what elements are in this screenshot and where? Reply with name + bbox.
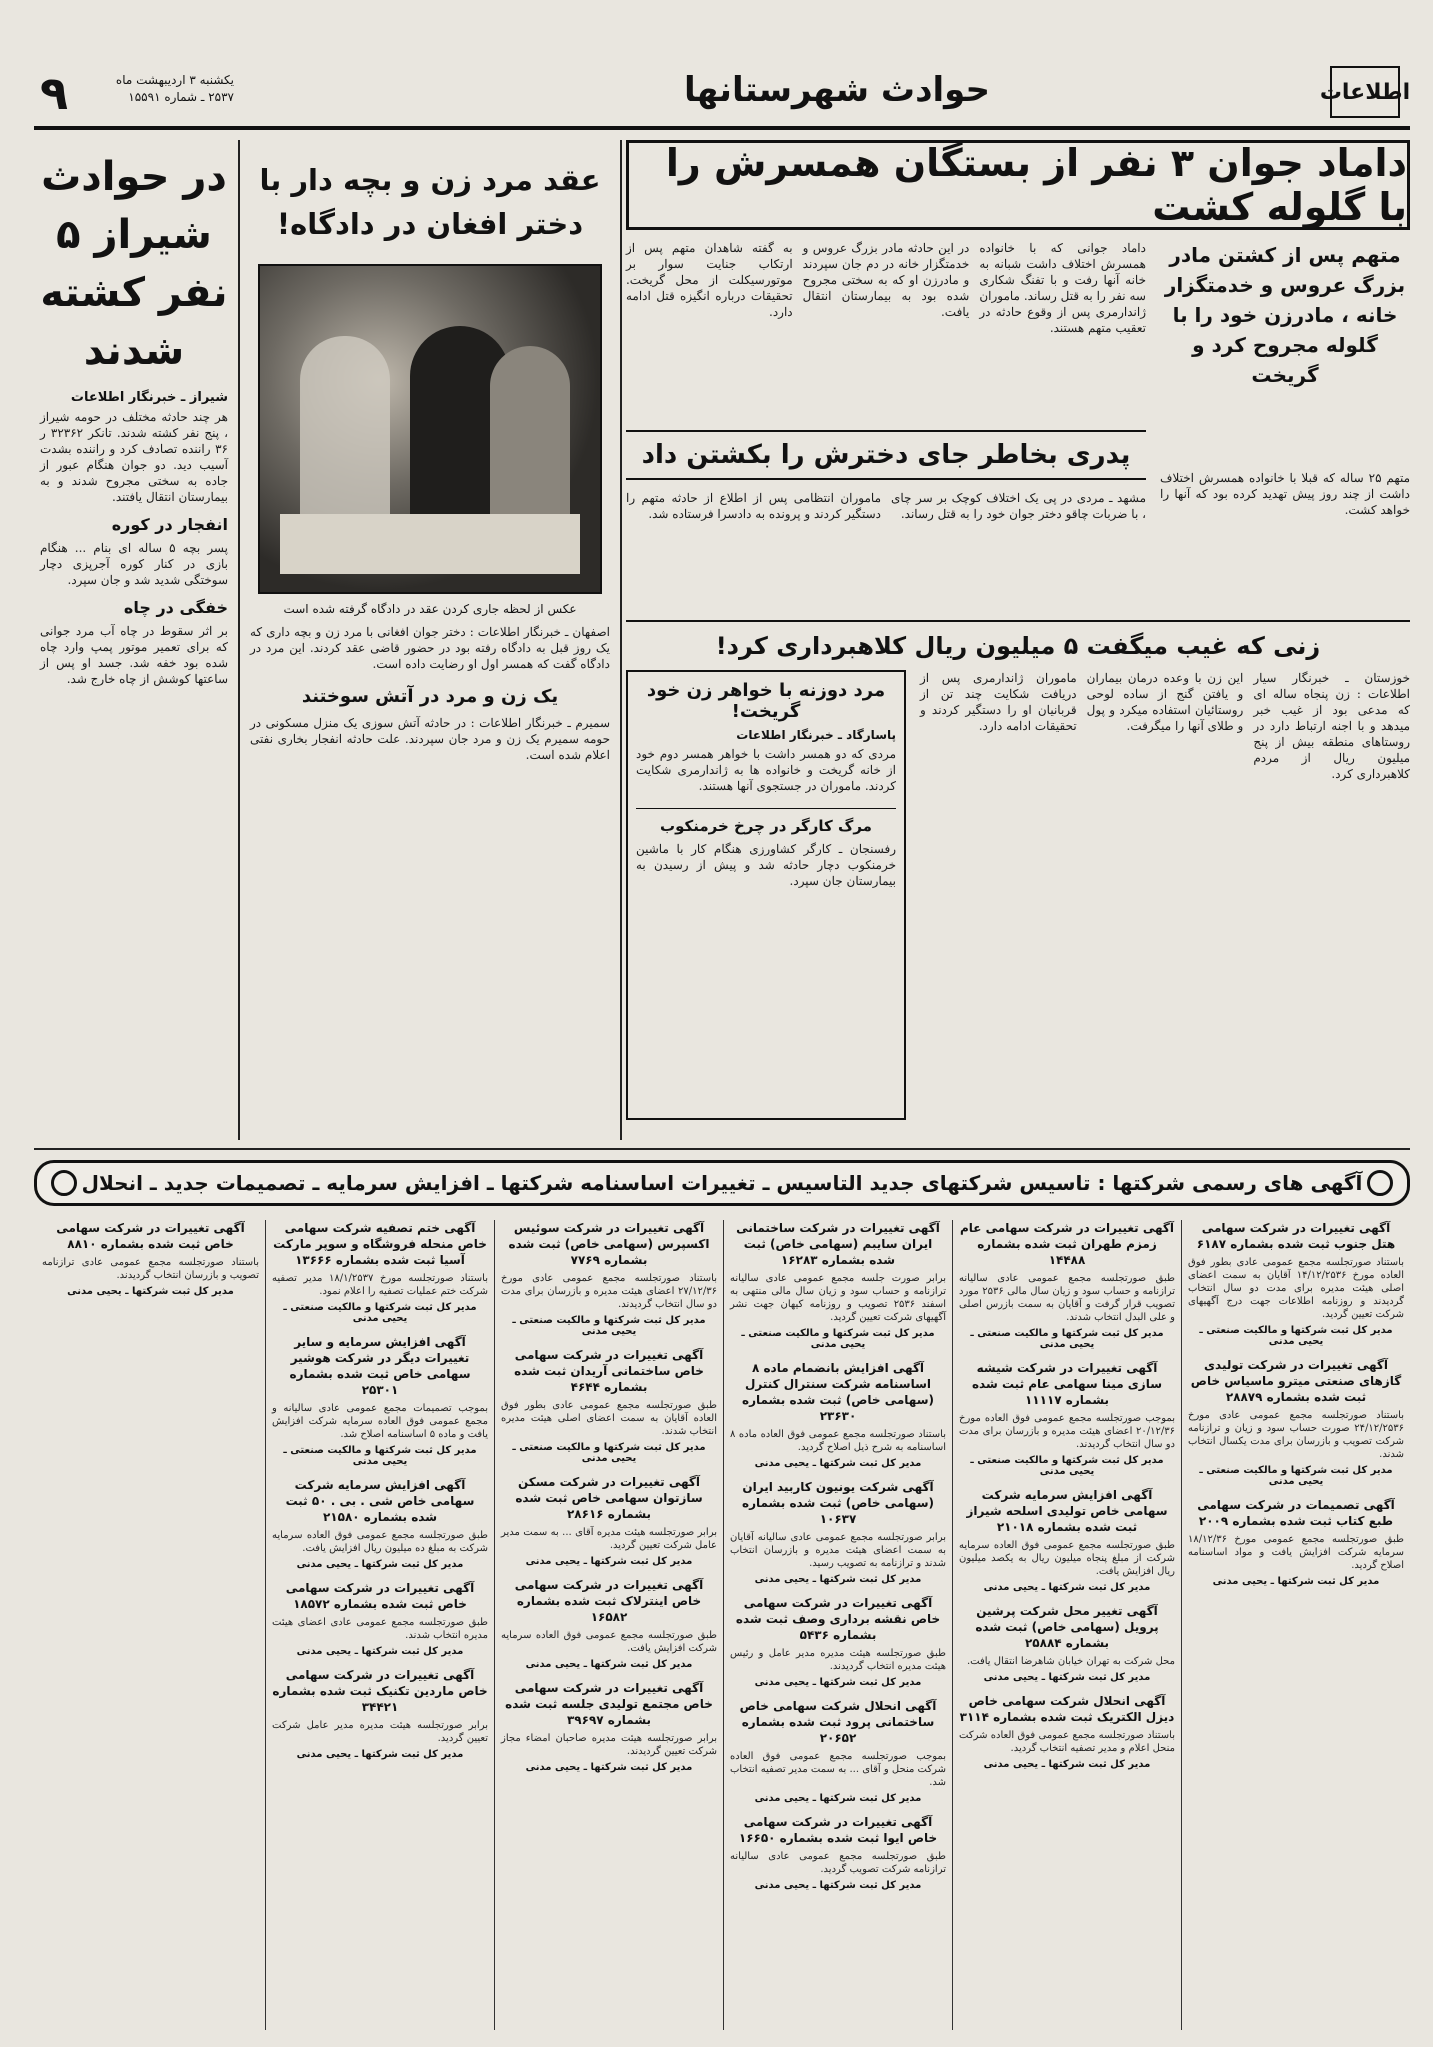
section-divider [34, 1148, 1410, 1150]
notices-column [1181, 1220, 1410, 2030]
notice-signature: مدیر کل ثبت شرکتها ـ یحیی مدنی [1212, 1576, 1380, 1587]
court-photo [258, 264, 602, 594]
notice-body: برابر صورتجلسه هیئت مدیره صاحبان امضاء مجاز شرکت تعیین گردیدند. [501, 1733, 717, 1757]
fortune-teller-column: ماموران ژاندارمری پس از دریافت شکایت چند تن از قربانیان او را دستگیر کردند و تحقیقات ادامه دارد. [919, 671, 1077, 733]
notice-body: باستناد صورتجلسه مجمع عمومی فوق العاده شرکت منحل اعلام و مدیر تصفیه انتخاب گردید. [959, 1730, 1175, 1754]
section-title: حوادث شهرستانها [683, 70, 990, 110]
shiraz-body: پسر بچه ۵ ساله ای بنام ... هنگام بازی در کنار کوره آجرپزی دچار سوختگی شدید شد و جان سپرد. [40, 541, 228, 587]
fortune-teller-column: این زن با وعده درمان بیماران و یافتن گنج از ساده لوحی روستائیان استفاده میکرد و پول و طلای آنها را میگرفت. [1086, 671, 1244, 733]
notice-title: آگهی تغییرات در شرکت تولیدی گازهای صنعتی میترو ماسیاس خاص ثبت شده بشماره ۲۸۸۷۹ [1190, 1358, 1402, 1404]
shiraz-subhead: خفگی در چاه [123, 598, 228, 617]
notice-title: آگهی شرکت یونیون کاربید ایران (سهامی خاص) ثبت شده بشماره ۱۰۶۳۷ [742, 1480, 934, 1526]
main-story [626, 140, 1410, 1140]
notice-body: باستناد صورتجلسه مجمع عمومی فوق العاده ماده ۸ اساسنامه به شرح ذیل اصلاح گردید. [730, 1429, 946, 1453]
notice-item [730, 1220, 946, 1350]
notice-body: محل شرکت به تهران خیابان شاهرضا انتقال یافت. [966, 1656, 1175, 1667]
notice-title: آگهی افزایش سرمایه شرکت سهامی خاص شی . بی . ۵۰ ثبت شده بشماره ۲۱۵۸۰ [285, 1478, 475, 1524]
notice-body: باستناد صورتجلسه مجمع عمومی عادی بطور فوق العاده مورخ ۱۴/۱۲/۲۵۳۶ آقایان به سمت اعضای اصلی هیئت مدیره برای مدت دو سال انتخاب گردیدند و روزنامه اطلاعات جهت درج آگهیهای شرکت تعیین گردید. [1188, 1257, 1404, 1320]
notices-column [36, 1220, 265, 2030]
notice-title: آگهی تغییرات در شرکت سهامی خاص نقشه برداری وصف ثبت شده بشماره ۵۴۳۶ [735, 1596, 941, 1642]
main-columns [626, 240, 1146, 420]
notice-item [272, 1220, 488, 1324]
notice-item [730, 1479, 946, 1585]
notice-title: آگهی تغییرات در شرکت ساختمانی ایران سایبم (سهامی خاص) ثبت شده بشماره ۱۶۲۸۳ [736, 1221, 940, 1267]
notice-title: آگهی افزایش بانضمام ماده ۸ اساسنامه شرکت سنترال کنترل (سهامی خاص) ثبت شده بشماره ۲۳۶۳۰ [742, 1361, 934, 1423]
father-column: ماموران انتظامی پس از اطلاع از حادثه متهم را دستگیر کردند و پرونده به دادسرا فرستاده شد. [626, 491, 881, 521]
notice-item [1188, 1357, 1404, 1487]
notice-title: آگهی تغییرات در شرکت سهامی خاص اینترلاک ثبت شده بشماره ۱۶۵۸۲ [514, 1578, 704, 1624]
notice-title: آگهی تغییرات در شرکت سهامی خاص ساختمانی آریدان ثبت شده بشماره ۴۶۴۴ [514, 1348, 704, 1394]
notice-signature: مدیر کل ثبت شرکتها و مالکیت صنعتی ـ یحیی مدنی [741, 1328, 935, 1350]
notice-body: طبق صورتجلسه هیئت مدیره مدیر عامل و رئیس هیئت مدیره انتخاب گردیدند. [730, 1648, 946, 1672]
column-divider [620, 140, 622, 1140]
notice-item [1188, 1220, 1404, 1347]
dateline [104, 72, 234, 106]
notice-item [959, 1603, 1175, 1683]
notices-column [723, 1220, 952, 2030]
wedding-headline: عقد مرد زن و بچه دار با دختر افغان در دادگاه! [259, 163, 601, 241]
notice-item [730, 1698, 946, 1804]
notice-item [272, 1667, 488, 1760]
worker-death-headline: مرگ کارگر در چرخ خرمنکوب [636, 808, 896, 835]
notice-title: آگهی تغییرات در شرکت سهامی خاص ماردین تکنیک ثبت شده بشماره ۳۴۴۲۱ [272, 1668, 488, 1714]
notice-body: برابر صورتجلسه هیئت مدیره آقای ... به سمت مدیر عامل شرکت تعیین گردید. [501, 1527, 717, 1551]
main-column: در این حادثه مادر بزرگ عروس و خدمتگزار خانه در دم جان سپردند و مادرزن او که به سختی مجروح شده بود به بیمارستان انتقال یافت. [802, 241, 970, 319]
official-notices-title: آگهی های رسمی شرکتها : تاسیس شرکتهای جدید التاسیس ـ تغییرات اساسنامه شرکتها ـ افزایش سرمایه ـ تصمیمات جدید ـ انحلال [81, 1171, 1363, 1195]
notice-body: طبق صورتجلسه مجمع عمومی فوق العاده سرمایه شرکت افزایش یافت. [501, 1630, 717, 1654]
notice-title: آگهی تغییرات در شرکت سهامی خاص ثبت شده بشماره ۸۸۱۰ [56, 1221, 245, 1251]
notice-title: آگهی تصمیمات در شرکت سهامی طبع کتاب ثبت شده بشماره ۲۰۰۹ [1197, 1498, 1395, 1528]
notice-title: آگهی تغییر محل شرکت پرشین پرویل (سهامی خاص) ثبت شده بشماره ۲۵۸۸۴ [975, 1604, 1159, 1650]
boxed-story [626, 670, 906, 1120]
fortune-teller-column: خوزستان ـ خبرنگار سیار اطلاعات : زن پنجاه ساله ای که مدعی بود از غیب خبر میدهد و با اجنه ارتباط دارد در روستاهای منطقه بیش از پنج میلیون ریال از مردم کلاهبرداری کرد. [1253, 671, 1410, 781]
notice-item [501, 1474, 717, 1567]
notice-body: طبق صورتجلسه مجمع عمومی عادی سالیانه ترازنامه شرکت تصویب گردید. [730, 1851, 946, 1875]
column-divider [238, 140, 240, 1140]
notice-body: باستناد صورتجلسه مجمع عمومی عادی مورخ ۲۷/۱۲/۳۶ اعضای هیئت مدیره و بازرسان برای مدت دو سال انتخاب گردیدند. [501, 1273, 717, 1310]
boxed-story-byline: پاسارگاد ـ خبرنگار اطلاعات [736, 728, 896, 742]
circle-mark-icon [51, 1170, 77, 1196]
notice-signature: مدیر کل ثبت شرکتها ـ یحیی مدنی [983, 1582, 1151, 1593]
notice-body: باستناد صورتجلسه مجمع عمومی عادی ترازنامه تصویب و بازرسان انتخاب گردیدند. [42, 1257, 259, 1281]
main-column: داماد جوانی که با خانواده همسرش اختلاف داشت شبانه به خانه آنها رفت و با تفنگ شکاری سه نفر را به قتل رساند. ماموران ژاندارمری پس از وقوع حادثه در تعقیب متهم هستند. [979, 241, 1146, 335]
notice-title: آگهی تغییرات در شرکت سهامی خاص ثبت شده بشماره ۱۸۵۷۲ [285, 1581, 475, 1611]
wedding-body: اصفهان ـ خبرنگار اطلاعات : دختر جوان افغانی با مرد زن و بچه داری که یک روز قبل به دادگاه رفته بود در حضور قاضی عقد کردند. این مرد در دادگاه گفت که همسر اول او رضایت داده است. [250, 625, 610, 671]
notice-title: آگهی انحلال شرکت سهامی خاص ساختمانی پرود ثبت شده بشماره ۲۰۶۵۲ [739, 1699, 937, 1745]
newspaper-page [34, 60, 1410, 2035]
main-deck: متهم پس از کشتن مادر بزرگ عروس و خدمتگزار خانه ، مادرزن خود را با گلوله مجروح کرد و گریخت [1164, 243, 1406, 387]
notice-body: باستناد صورتجلسه مورخ ۱۸/۱/۲۵۳۷ مدیر تصفیه شرکت ختم عملیات تصفیه را اعلام نمود. [272, 1273, 489, 1297]
notice-body: بموجب صورتجلسه مجمع عمومی فوق العاده شرکت منحل و آقای ... به سمت مدیر تصفیه انتخاب شد. [730, 1751, 946, 1788]
notice-signature: مدیر کل ثبت شرکتها و مالکیت صنعتی ـ یحیی مدنی [970, 1455, 1164, 1477]
notice-item [272, 1580, 488, 1657]
notice-title: آگهی تغییرات در شرکت سهامی هتل جنوب ثبت شده بشماره ۶۱۸۷ [1196, 1221, 1396, 1251]
notice-body: بموجب تصمیمات مجمع عمومی عادی سالیانه و مجمع عمومی فوق العاده سرمایه شرکت افزایش یافت و ماده ۵ اساسنامه اصلاح شد. [272, 1403, 488, 1440]
notices-column [265, 1220, 494, 2030]
dateline-issue: ۲۵۳۷ ـ شماره ۱۵۵۹۱ [128, 90, 234, 104]
notice-signature: مدیر کل ثبت شرکتها ـ یحیی مدنی [983, 1759, 1151, 1770]
father-headline: پدری بخاطر جای دخترش را بکشتن داد [626, 430, 1146, 480]
notice-item [959, 1360, 1175, 1477]
official-notices [34, 1220, 1410, 2030]
notice-signature: مدیر کل ثبت شرکتها ـ یحیی مدنی [754, 1880, 922, 1891]
notice-signature: مدیر کل ثبت شرکتها و مالکیت صنعتی ـ یحیی مدنی [512, 1315, 706, 1337]
main-column: به گفته شاهدان متهم پس از ارتکاب جنایت سوار بر موتورسیکلت از محل گریخت. تحقیقات درباره انگیزه قتل ادامه دارد. [625, 241, 793, 319]
shiraz-story [34, 140, 234, 1140]
page-header [34, 60, 1410, 130]
wedding-story [244, 140, 616, 1140]
notice-title: آگهی تغییرات در شرکت سهامی عام زمزم طهران ثبت شده بشماره ۱۴۴۸۸ [959, 1221, 1175, 1267]
notice-title: آگهی تغییرات در شرکت سهامی خاص مجتمع تولیدی جلسه ثبت شده بشماره ۳۹۶۹۷ [505, 1681, 713, 1727]
notice-item [272, 1334, 488, 1467]
notice-signature: مدیر کل ثبت شرکتها و مالکیت صنعتی ـ یحیی مدنی [970, 1328, 1164, 1350]
father-columns [626, 490, 1146, 610]
notice-title: آگهی تغییرات در شرکت مسکن سازتوان سهامی خاص ثبت شده بشماره ۲۸۶۱۶ [515, 1475, 703, 1521]
notice-body: برابر صورت جلسه مجمع عمومی عادی سالیانه ترازنامه و حساب سود و زیان سال مالی منتهی به اسفند ۲۵۳۶ تصویب و روزنامه کیهان جهت نشر آگهیهای شرکت تعیین گردید. [730, 1273, 946, 1323]
notices-column [494, 1220, 723, 2030]
notice-title: آگهی تغییرات در شرکت سوئیس اکسپرس (سهامی خاص) ثبت شده بشماره ۷۷۶۹ [508, 1221, 710, 1267]
notice-signature: مدیر کل ثبت شرکتها ـ یحیی مدنی [754, 1574, 922, 1585]
notice-item [42, 1220, 259, 1297]
notice-body: بموجب صورتجلسه مجمع عمومی فوق العاده مورخ ۲۰/۱۲/۳۶ اعضای هیئت مدیره و بازرسان برای مدت دو سال انتخاب گردیدند. [959, 1413, 1175, 1450]
notice-title: آگهی تغییرات در شرکت سهامی خاص ایوا ثبت شده بشماره ۱۶۶۵۰ [738, 1815, 938, 1845]
photo-desk [280, 514, 580, 574]
circle-mark-icon [1367, 1170, 1393, 1196]
notice-item [501, 1220, 717, 1337]
notice-item [959, 1220, 1175, 1350]
father-column: مشهد ـ مردی در پی یک اختلاف کوچک بر سر چای ، با ضربات چاقو دختر جوان خود را به قتل رساند. [891, 491, 1146, 521]
notice-item [1188, 1497, 1404, 1587]
fire-headline: یک زن و مرد در آتش سوختند [301, 686, 559, 707]
notice-item [272, 1477, 488, 1570]
main-deck-body: متهم ۲۵ ساله که قبلا با خانواده همسرش اختلاف داشت از چند روز پیش تهدید کرده بود که آنها را خواهد کشت. [1160, 471, 1410, 517]
notice-body: طبق صورتجلسه مجمع عمومی فوق العاده سرمایه شرکت از مبلغ پنجاه میلیون ریال به یکصد میلیون ریال افزایش یافت. [959, 1540, 1175, 1577]
notice-signature: مدیر کل ثبت شرکتها و مالکیت صنعتی ـ یحیی مدنی [283, 1302, 477, 1324]
notice-body: باستناد صورتجلسه مجمع عمومی عادی مورخ ۲۴/۱۲/۲۵۳۶ صورت حساب سود و زیان و ترازنامه شرکت تصویب و بازرسان برای مدت یکسال انتخاب شدند. [1188, 1410, 1404, 1460]
dateline-date: یکشنبه ۳ اردیبهشت ماه [115, 73, 234, 87]
notice-title: آگهی انحلال شرکت سهامی خاص دیزل الکتریک ثبت شده بشماره ۳۱۱۴ [959, 1694, 1175, 1724]
notice-item [730, 1595, 946, 1688]
notice-signature: مدیر کل ثبت شرکتها ـ یحیی مدنی [754, 1458, 922, 1469]
notice-signature: مدیر کل ثبت شرکتها و مالکیت صنعتی ـ یحیی مدنی [283, 1445, 477, 1467]
fortune-teller-headline: زنی که غیب میگفت ۵ میلیون ریال کلاهبرداری کرد! [626, 620, 1410, 668]
shiraz-subhead: انفجار در کوره [111, 515, 228, 534]
photo-caption: عکس از لحظه جاری کردن عقد در دادگاه گرفته شده است [283, 602, 577, 616]
notice-signature: مدیر کل ثبت شرکتها ـ یحیی مدنی [296, 1749, 464, 1760]
notice-body: برابر صورتجلسه مجمع عمومی عادی سالیانه آقایان به سمت اعضای هیئت مدیره و بازرسان انتخاب شدند و ترازنامه به تصویب رسید. [730, 1532, 946, 1569]
notice-item [730, 1360, 946, 1469]
notice-signature: مدیر کل ثبت شرکتها ـ یحیی مدنی [525, 1659, 693, 1670]
shiraz-byline: شیراز ـ خبرنگار اطلاعات [70, 390, 228, 405]
notice-signature: مدیر کل ثبت شرکتها ـ یحیی مدنی [67, 1286, 234, 1297]
notice-title: آگهی افزایش سرمایه و سایر تغییرات دیگر در شرکت هوشیر سهامی خاص ثبت شده بشماره ۲۵۳۰۱ [289, 1335, 471, 1397]
notice-signature: مدیر کل ثبت شرکتها ـ یحیی مدنی [983, 1672, 1151, 1683]
notice-signature: مدیر کل ثبت شرکتها ـ یحیی مدنی [525, 1762, 693, 1773]
notice-title: آگهی ختم تصفیه شرکت سهامی خاص منحله فروشگاه و سوپر مارکت آسیا ثبت شده بشماره ۱۳۶۶۶ [273, 1221, 487, 1267]
notice-signature: مدیر کل ثبت شرکتها ـ یحیی مدنی [296, 1559, 464, 1570]
notice-signature: مدیر کل ثبت شرکتها ـ یحیی مدنی [525, 1556, 693, 1567]
notice-body: برابر صورتجلسه هیئت مدیره مدیر عامل شرکت تعیین گردید. [272, 1720, 488, 1744]
notice-body: طبق صورتجلسه مجمع عمومی فوق العاده سرمایه شرکت به مبلغ ده میلیون ریال افزایش یافت. [272, 1530, 488, 1554]
notice-signature: مدیر کل ثبت شرکتها و مالکیت صنعتی ـ یحیی مدنی [512, 1442, 706, 1464]
shiraz-body: هر چند حادثه مختلف در حومه شیراز ، پنج نفر کشته شدند. تانکر ۳۲۳۶۲ ر ۳۶ راننده تصادف کرد و راننده بشدت آسیب دید. دو جوان هنگام عبور از جاده به سختی مجروح شدند و به بیمارستان انتقال یافتند. [40, 410, 228, 504]
notice-item [501, 1577, 717, 1670]
notice-body: طبق صورتجلسه مجمع عمومی عادی سالیانه ترازنامه و حساب سود و زیان سال مالی ۲۵۳۶ مورد تصویب قرار گرفت و آقایان به سمت بازرس اصلی و علی البدل انتخاب شدند. [959, 1273, 1175, 1323]
shiraz-body: بر اثر سقوط در چاه آب مرد جوانی که برای تعمیر موتور پمپ وارد چاه شده بود خفه شد. جسد او پس از ساعتها کوشش از چاه خارج شد. [40, 624, 228, 686]
notice-title: آگهی افزایش سرمایه شرکت سهامی خاص تولیدی اسلحه شیراز ثبت شده بشماره ۲۱۰۱۸ [966, 1488, 1168, 1534]
worker-death-body: رفسنجان ـ کارگر کشاورزی هنگام کار با ماشین خرمنکوب دچار حادثه شد و پیش از رسیدن به بیمارستان جان سپرد. [636, 842, 896, 888]
notice-body: طبق صورتجلسه مجمع عمومی مورخ ۱۸/۱۲/۳۶ سرمایه شرکت افزایش یافت و مواد اساسنامه اصلاح گردید. [1188, 1534, 1404, 1571]
notice-item [501, 1680, 717, 1773]
notice-item [501, 1347, 717, 1464]
newspaper-logo: اطلاعات [1330, 66, 1400, 118]
notice-signature: مدیر کل ثبت شرکتها ـ یحیی مدنی [296, 1646, 464, 1657]
notice-signature: مدیر کل ثبت شرکتها و مالکیت صنعتی ـ یحیی مدنی [1199, 1465, 1393, 1487]
notice-body: طبق صورتجلسه مجمع عمومی عادی اعضای هیئت مدیره انتخاب شدند. [272, 1617, 488, 1641]
notice-signature: مدیر کل ثبت شرکتها و مالکیت صنعتی ـ یحیی مدنی [1199, 1325, 1393, 1347]
boxed-story-body: مردی که دو همسر داشت با خواهر همسر دوم خود از خانه گریخت و خانواده ها به ژاندارمری شکایت کردند. ماموران در جستجوی آنها هستند. [636, 747, 896, 793]
official-notices-banner [34, 1160, 1410, 1206]
notice-body: طبق صورتجلسه مجمع عمومی عادی بطور فوق العاده آقایان به سمت اعضای اصلی هیئت مدیره انتخاب شدند. [501, 1400, 717, 1437]
fire-body: سمیرم ـ خبرنگار اطلاعات : در حادثه آتش سوزی یک منزل مسکونی در حومه سمیرم یک زن و مرد جان سپردند. علت حادثه انفجار بخاری نفتی اعلام شده است. [250, 716, 610, 762]
notice-item [959, 1487, 1175, 1593]
shiraz-headline: در حوادث شیراز ۵ نفر کشته شدند [40, 154, 228, 374]
fortune-teller-columns [920, 670, 1410, 1120]
notice-title: آگهی تغییرات در شرکت شیشه سازی مینا سهامی عام ثبت شده بشماره ۱۱۱۱۷ [971, 1361, 1163, 1407]
page-number: ۹ [40, 66, 69, 120]
boxed-story-title: مرد دوزنه با خواهر زن خود گریخت! [646, 680, 886, 722]
notices-column [952, 1220, 1181, 2030]
notice-item [730, 1814, 946, 1891]
notice-signature: مدیر کل ثبت شرکتها ـ یحیی مدنی [754, 1677, 922, 1688]
main-headline: داماد جوان ۳ نفر از بستگان همسرش را با گلوله کشت [626, 140, 1410, 230]
notice-item [959, 1693, 1175, 1770]
notice-signature: مدیر کل ثبت شرکتها ـ یحیی مدنی [754, 1793, 922, 1804]
